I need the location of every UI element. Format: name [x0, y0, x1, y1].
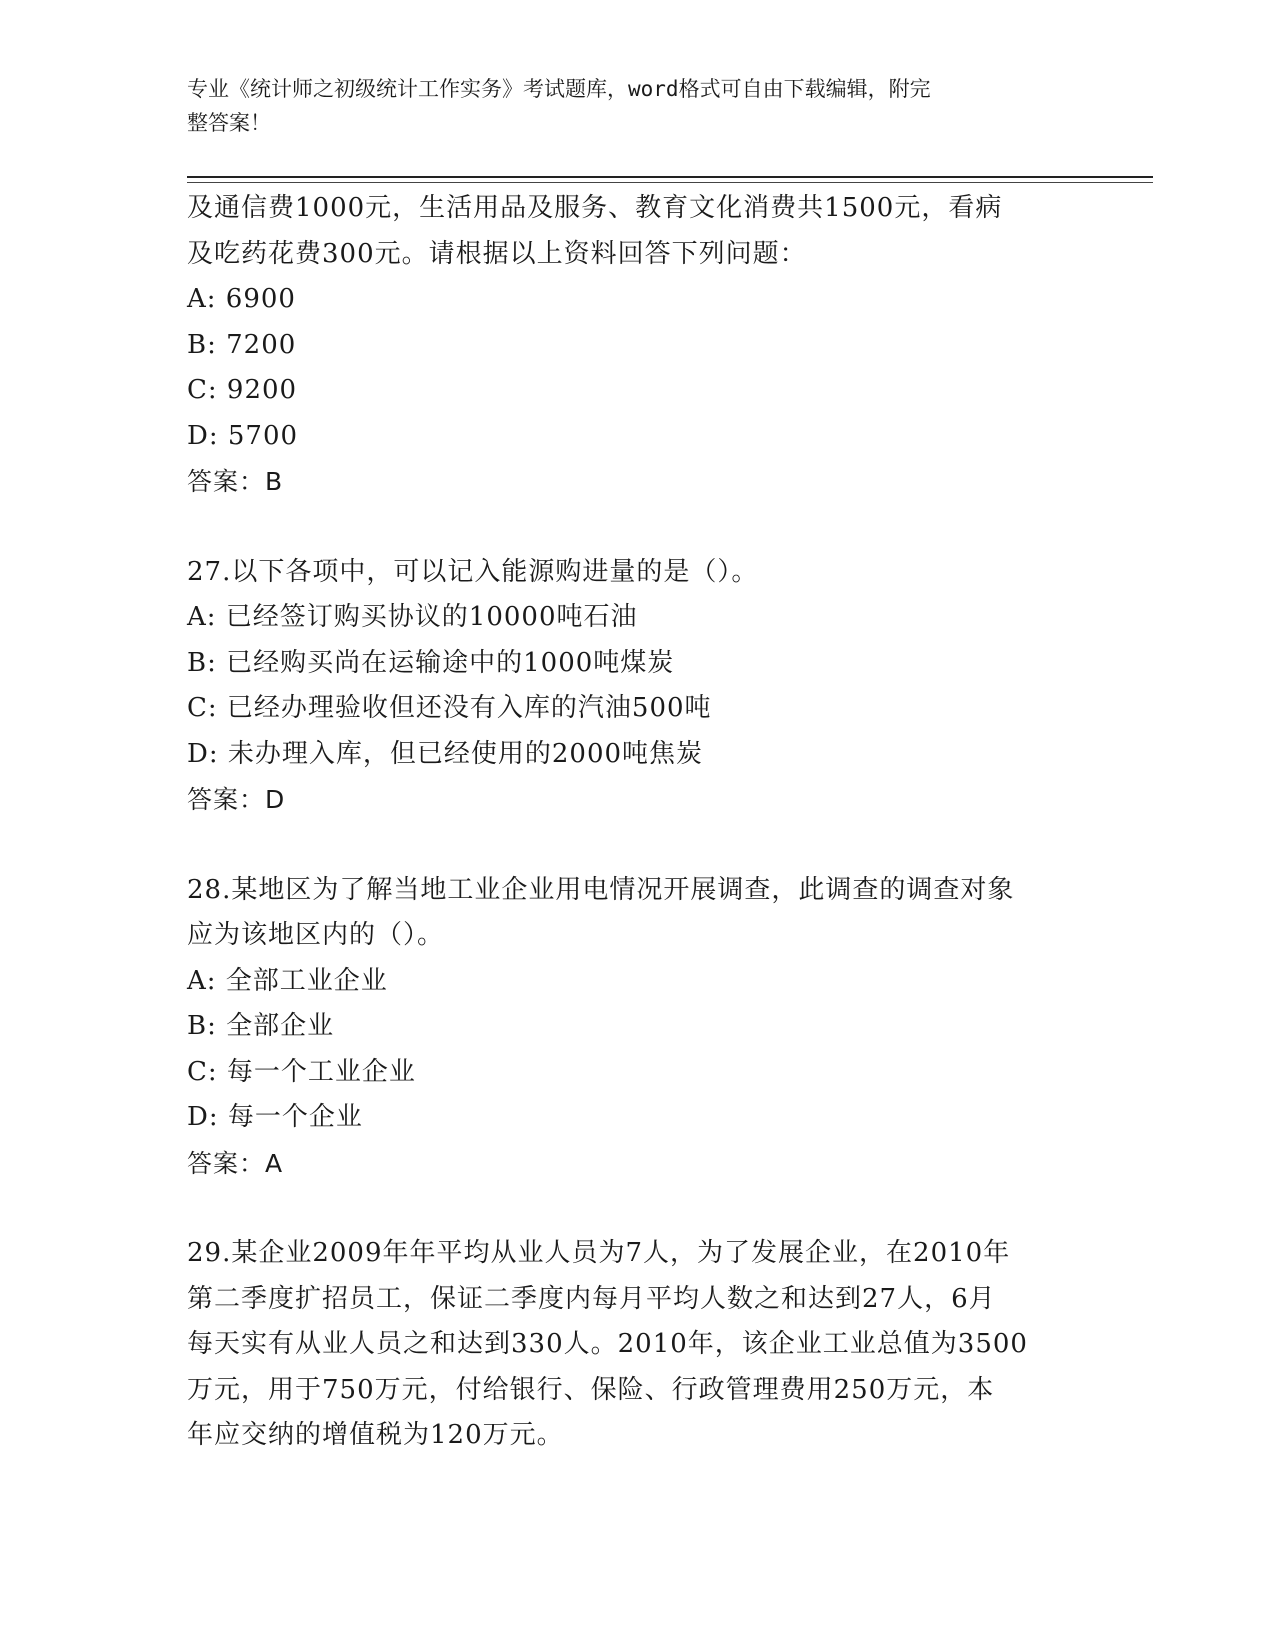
answer-line: 答案：D — [187, 785, 286, 814]
answer-line: 答案：A — [187, 1148, 284, 1178]
question-stem-line: 每天实有从业人员之和达到330人。2010年，该企业工业总值为3500 — [187, 1329, 1028, 1359]
question-stem-line: 应为该地区内的（）。 — [187, 920, 445, 950]
question-stem-line: 万元，用于750万元，付给银行、保险、行政管理费用250万元，本 — [187, 1374, 995, 1405]
question-stem-line: 29.某企业2009年年平均从业人员为7人，为了发展企业，在2010年 — [187, 1238, 1011, 1268]
header-rule-thick — [187, 176, 1153, 178]
option-c: C: 9200 — [187, 375, 298, 405]
question-spacer — [187, 1186, 1087, 1231]
question-stem-line: 年应交纳的增值税为120万元。 — [187, 1420, 564, 1450]
header-rule-thin — [187, 182, 1153, 183]
question-stem-line: 及吃药花费300元。请根据以上资料回答下列问题： — [187, 238, 807, 269]
question-spacer — [187, 505, 1087, 550]
question-27 — [187, 550, 1087, 823]
option-b: B: 已经购买尚在运输途中的1000吨煤炭 — [187, 647, 675, 678]
question-stem-line: 28.某地区为了解当地工业企业用电情况开展调查，此调查的调查对象 — [187, 874, 1015, 905]
option-d: D: 5700 — [187, 420, 299, 451]
answer-line: 答案：B — [187, 467, 284, 496]
option-b: B: 7200 — [187, 329, 297, 360]
question-26 — [187, 186, 1087, 505]
option-a: A: 全部工业企业 — [187, 965, 388, 996]
question-29 — [187, 1231, 1087, 1459]
option-a: A: 6900 — [187, 284, 296, 314]
option-d: D: 未办理入库，但已经使用的2000吨焦炭 — [187, 738, 704, 769]
question-spacer — [187, 823, 1087, 868]
option-a: A: 已经签订购买协议的10000吨石油 — [187, 602, 638, 632]
question-stem-line: 第二季度扩招员工，保证二季度内每月平均人数之和达到27人，6月 — [187, 1283, 996, 1314]
option-c: C: 每一个工业企业 — [187, 1056, 416, 1087]
option-b: B: 全部企业 — [187, 1011, 335, 1041]
header-line-2: 整答案！ — [187, 111, 271, 135]
header-line-1: 专业《统计师之初级统计工作实务》考试题库，word格式可自由下载编辑，附完 — [187, 77, 931, 101]
document-content — [187, 186, 1087, 1459]
option-d: D: 每一个企业 — [187, 1102, 363, 1132]
question-stem-line: 27.以下各项中，可以记入能源购进量的是（）。 — [187, 556, 759, 587]
document-header — [187, 72, 1067, 140]
option-c: C: 已经办理验收但还没有入库的汽油500吨 — [187, 693, 712, 723]
question-stem-line: 及通信费1000元，生活用品及服务、教育文化消费共1500元，看病 — [187, 193, 1003, 223]
question-28 — [187, 868, 1087, 1187]
